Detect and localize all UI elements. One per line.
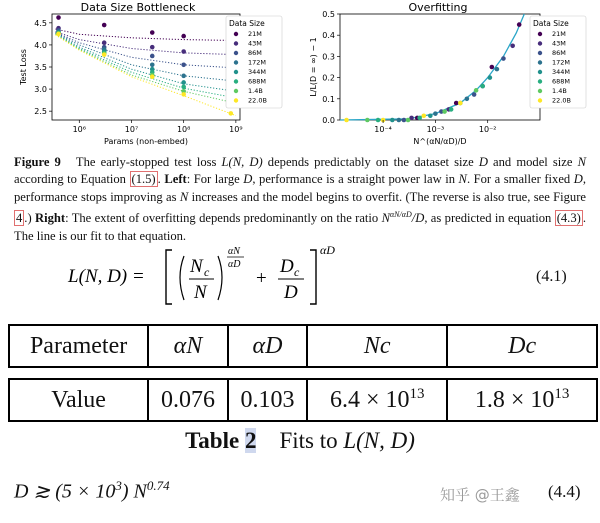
- caption-text: The early-stopped test loss: [75, 155, 222, 169]
- y-tick-label: 3.5: [34, 63, 47, 72]
- fit-line: [56, 32, 236, 55]
- y-axis-label: Test Loss: [19, 49, 28, 85]
- y-tick-label: 4.0: [34, 40, 47, 50]
- fraction-numerator: N: [190, 256, 203, 277]
- data-point: [421, 113, 426, 118]
- equation-link[interactable]: (4.3): [556, 211, 581, 226]
- caption-text: : For large: [186, 172, 244, 187]
- parameter-table: [8, 324, 598, 422]
- data-point: [181, 80, 186, 85]
- right-paren: [218, 256, 222, 300]
- fit-line: [56, 34, 236, 98]
- data-point: [181, 74, 186, 79]
- math-inline: D: [478, 155, 488, 169]
- header-cell: αD: [228, 325, 308, 367]
- data-point: [102, 52, 107, 57]
- left-paren: [180, 256, 184, 300]
- fit-line: [56, 33, 236, 91]
- header-cell: αN: [148, 325, 228, 367]
- legend-marker: [538, 32, 542, 36]
- data-point: [150, 45, 155, 50]
- caption-text: according to Equation: [14, 172, 130, 187]
- legend-title: Data Size: [533, 19, 569, 28]
- math-inline: L(N, D): [221, 155, 263, 169]
- legend-marker: [234, 60, 238, 64]
- equation-number: (4.1): [536, 268, 567, 285]
- math-inline: D: [573, 172, 583, 187]
- data-point: [102, 40, 107, 45]
- data-point: [474, 88, 479, 93]
- caption-text: , as predicted in equation: [424, 211, 555, 226]
- exponent: 0.74: [146, 478, 170, 493]
- table-header-row: [9, 325, 597, 367]
- data-point: [501, 56, 506, 61]
- x-axis-label: N^(αN/αD)/D: [413, 137, 467, 146]
- data-point: [181, 85, 186, 90]
- caption-text: .: [157, 172, 165, 187]
- fraction-numerator: D: [280, 256, 294, 277]
- value-exponent: 13: [554, 386, 570, 402]
- legend-marker: [538, 98, 542, 102]
- y-tick-label: 0.3: [322, 52, 335, 62]
- data-size-bottleneck-chart: [0, 0, 300, 150]
- x-tick-label: 10⁸: [176, 125, 191, 134]
- legend-label: 172M: [552, 58, 571, 67]
- data-point: [56, 32, 61, 37]
- data-point: [181, 34, 186, 39]
- data-point: [510, 44, 515, 49]
- legend-marker: [234, 32, 238, 36]
- figure-link[interactable]: 4: [16, 211, 23, 226]
- y-tick-label: 0.4: [322, 31, 335, 41]
- y-tick-label: 4.5: [34, 18, 47, 28]
- legend-title: Data Size: [229, 19, 265, 28]
- caption-text: increases and the model begins to overfit. (The reverse is also true, see Figure: [188, 189, 586, 204]
- caption-right-label: Right: [34, 211, 66, 226]
- watermark: 知乎 @王鑫: [440, 486, 520, 504]
- subscript: c: [294, 265, 300, 279]
- x-tick-label: 10⁻²: [478, 125, 497, 134]
- y-tick-label: 0.1: [322, 94, 335, 104]
- x-tick-label: 10⁹: [229, 125, 243, 134]
- data-point: [181, 62, 186, 67]
- math-inline: N: [179, 189, 189, 204]
- table-row: [9, 379, 597, 421]
- data-point: [488, 75, 493, 80]
- chart-title: Overfitting: [408, 1, 468, 14]
- data-point: [181, 92, 186, 97]
- subscript: c: [204, 265, 210, 279]
- data-point: [150, 54, 155, 59]
- table-label: Table: [185, 428, 240, 453]
- value-text: 1.8 × 10: [474, 387, 555, 413]
- exponent-denominator: αD: [228, 259, 241, 270]
- right-bracket: [310, 250, 316, 304]
- y-tick-label: 2.5: [34, 107, 47, 117]
- legend-marker: [234, 51, 238, 55]
- caption-text: .): [24, 211, 35, 226]
- data-point: [397, 118, 402, 123]
- data-point: [417, 116, 422, 121]
- equation-number: (4.4): [548, 482, 581, 501]
- caption-text: : The extent of overfitting depends predominantly on the ratio: [65, 211, 382, 226]
- figure-caption: [14, 154, 586, 245]
- legend-marker: [234, 89, 238, 93]
- data-point: [472, 92, 477, 97]
- legend-label: 43M: [552, 39, 566, 48]
- caption-text: , performance is a straight power law in: [252, 172, 459, 187]
- legend-label: 688M: [248, 77, 267, 86]
- header-cell: Nc: [307, 325, 447, 367]
- value-cell: 0.076: [148, 379, 228, 421]
- data-point: [406, 118, 411, 123]
- legend-label: 1.4B: [248, 87, 263, 95]
- overfitting-chart: [300, 0, 600, 150]
- x-tick-label: 10⁻³: [426, 125, 445, 134]
- data-point: [56, 15, 61, 20]
- data-point: [495, 67, 500, 72]
- data-point: [402, 118, 407, 123]
- data-point: [458, 101, 463, 106]
- exponent: 3: [115, 478, 122, 493]
- legend-marker: [538, 89, 542, 93]
- caption-text: depends predictably on the dataset size: [262, 155, 479, 169]
- data-point: [229, 111, 234, 116]
- value-text: 6.4 × 10: [329, 387, 410, 413]
- legend-marker: [538, 79, 542, 83]
- math-inline: N: [577, 155, 586, 169]
- legend-marker: [538, 51, 542, 55]
- equation-text: ) N: [121, 480, 147, 503]
- value-exponent: 13: [409, 386, 425, 402]
- equation-link[interactable]: (1.5): [131, 172, 156, 187]
- equation-text: D ≳ (5 × 10: [14, 480, 116, 503]
- legend-marker: [234, 98, 238, 102]
- table-caption-text: Fits to: [279, 428, 338, 453]
- table-spacer: [9, 367, 597, 379]
- data-point: [454, 101, 459, 106]
- legend-marker: [538, 41, 542, 45]
- math-exponent: αN/αD: [389, 210, 412, 220]
- table-caption: [0, 428, 600, 454]
- plot-frame: [52, 14, 240, 120]
- value-cell: [447, 379, 597, 421]
- data-point: [428, 113, 433, 118]
- row-label: Value: [9, 379, 148, 421]
- legend-label: 21M: [552, 30, 566, 38]
- plot-frame: [340, 14, 540, 120]
- table-number: 2: [244, 428, 257, 453]
- x-axis-label: Params (non-embed): [103, 137, 189, 146]
- legend-marker: [538, 70, 542, 74]
- equation-lhs: L(N, D) =: [68, 266, 145, 287]
- data-point: [365, 118, 370, 123]
- value-cell: [307, 379, 447, 421]
- math-inline: N: [381, 211, 390, 226]
- data-point: [102, 23, 107, 28]
- x-tick-label: 10⁻⁴: [374, 125, 392, 134]
- legend-marker: [234, 70, 238, 74]
- data-point: [490, 65, 495, 70]
- legend-label: 43M: [248, 39, 262, 48]
- data-point: [442, 109, 447, 114]
- fit-line: [56, 35, 236, 116]
- value-cell: 0.103: [228, 379, 308, 421]
- legend-label: 86M: [552, 49, 566, 57]
- data-point: [150, 74, 155, 79]
- outer-exponent: αD: [320, 243, 335, 257]
- equation-4-1: [60, 242, 400, 312]
- caption-text: . For a smaller fixed: [466, 172, 574, 187]
- y-tick-label: 0.5: [322, 10, 335, 19]
- legend-marker: [234, 79, 238, 83]
- legend-label: 344M: [248, 68, 267, 76]
- y-tick-label: 3.0: [34, 85, 47, 95]
- exponent-numerator: αN: [228, 246, 240, 257]
- figure-label: Figure 9: [14, 155, 61, 169]
- math-inline: L(N, D): [343, 428, 415, 453]
- y-tick-label: 0.0: [322, 116, 335, 125]
- data-point: [390, 118, 395, 123]
- legend-label: 344M: [552, 68, 571, 76]
- caption-text: . The line is our fit to that equation.: [14, 211, 586, 243]
- data-point: [517, 22, 522, 27]
- legend-label: 172M: [248, 58, 267, 67]
- header-cell: Parameter: [9, 325, 148, 367]
- legend-label: 21M: [248, 30, 262, 38]
- equation-4-4: [14, 478, 170, 504]
- math-inline: N: [458, 172, 467, 187]
- fraction-denominator: D: [284, 282, 298, 303]
- caption-text: and model size: [487, 155, 578, 169]
- x-tick-label: 10⁶: [72, 125, 86, 134]
- data-point: [376, 118, 381, 123]
- legend-marker: [234, 41, 238, 45]
- data-point: [344, 118, 349, 123]
- legend-label: 1.4B: [552, 87, 567, 95]
- fraction-denominator: N: [194, 282, 207, 303]
- legend-label: 86M: [248, 49, 262, 57]
- data-point: [150, 30, 155, 35]
- legend-label: 22.0B: [552, 96, 571, 105]
- header-cell: Dc: [447, 325, 597, 367]
- data-point: [465, 97, 470, 102]
- data-point: [150, 62, 155, 67]
- data-point: [181, 49, 186, 54]
- y-axis-label: L/L(D = ∞) − 1: [309, 37, 318, 97]
- data-point: [449, 107, 454, 112]
- math-inline: D: [243, 172, 253, 187]
- left-bracket: [166, 250, 172, 304]
- caption-text: , performance stops improving as: [14, 172, 587, 204]
- fit-line: [56, 29, 236, 41]
- legend-marker: [538, 60, 542, 64]
- math-inline: /D: [411, 211, 425, 226]
- legend-label: 688M: [552, 77, 571, 86]
- legend-label: 22.0B: [248, 96, 267, 105]
- x-tick-label: 10⁷: [124, 125, 139, 134]
- data-point: [480, 84, 485, 89]
- caption-left-label: Left: [164, 172, 187, 187]
- y-tick-label: 0.2: [322, 73, 335, 83]
- data-point: [433, 111, 438, 116]
- chart-title: Data Size Bottleneck: [80, 1, 196, 14]
- plus-sign: +: [256, 268, 267, 289]
